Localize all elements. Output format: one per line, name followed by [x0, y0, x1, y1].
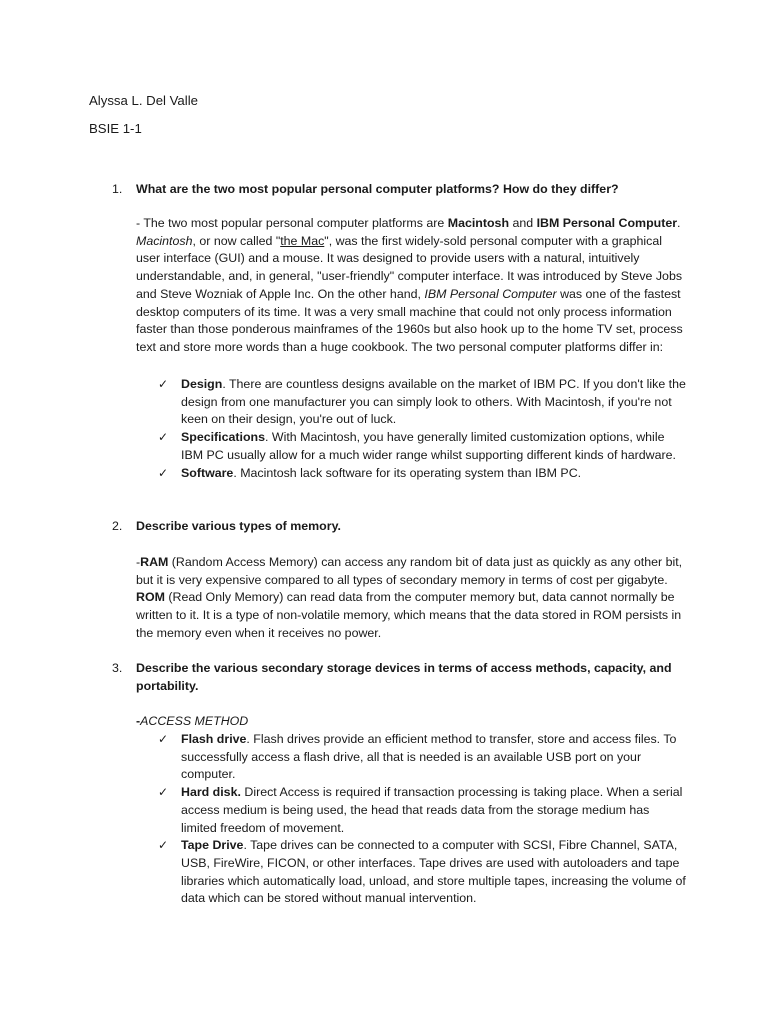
answer-2-paragraph: -RAM (Random Access Memory) can access any random bit of data just as quickly as any other bit, but it is very expensive compared to all types of secondary memory in terms of cost per gigabyte. ROM (Read Only Memory) can read data from the computer memory but, data cannot normally be written to it. It is a type of non-volatile memory, which means that the data stored in ROM persists in the memory even when it receives no power. — [136, 555, 683, 640]
question-3 — [112, 660, 682, 695]
checkmark-icon: ✓ — [158, 377, 169, 391]
question-2 — [112, 518, 682, 536]
question-text: What are the two most popular personal computer platforms? How do they differ? — [136, 182, 619, 196]
term-macintosh: Macintosh — [447, 216, 510, 230]
class-section: BSIE 1-1 — [89, 121, 142, 136]
term-ibm-pc: IBM Personal Computer — [536, 216, 678, 230]
check-item: ✓ Hard disk. Direct Access is required if transaction processing is taking place. When a serial access medium is being used, the head that reads data from the storage medium has limited freedom of movement. — [158, 785, 683, 835]
checkmark-icon: ✓ — [158, 732, 169, 746]
checkmark-icon: ✓ — [158, 430, 169, 445]
question-text: Describe the various secondary storage devices in terms of access methods, capacity, and portability. — [136, 661, 672, 693]
check-item: ✓ Tape Drive. Tape drives can be connected to a computer with SCSI, Fibre Channel, SATA, USB, FireWire, FICON, or other interfaces. Tape drives are used with autoloaders and tape libraries which automatically load, unload, and store multiple tapes, increasing the volume of data which can be stored without manual intervention. — [158, 838, 686, 906]
checkmark-icon: ✓ — [158, 785, 169, 800]
term-ram: RAM — [140, 555, 169, 569]
check-item: ✓ Design. There are countless designs available on the market of IBM PC. If you don't like the design from one manufacturer you can simply look to others. With Macintosh, if you're not keen on their design, you're out of luck. — [158, 377, 686, 427]
term-rom: ROM — [136, 590, 165, 605]
author-name: Alyssa L. Del Valle — [89, 93, 198, 108]
question-number: 2. — [112, 519, 123, 533]
question-number: 3. — [112, 661, 123, 675]
question-1 — [112, 181, 682, 199]
check-item: ✓ Software. Macintosh lack software for its operating system than IBM PC. — [158, 465, 686, 483]
answer-3-checklist — [158, 731, 686, 908]
checkmark-icon: ✓ — [158, 465, 169, 480]
checkmark-icon: ✓ — [158, 838, 169, 853]
access-method-subheading: -ACCESS METHOD — [136, 714, 249, 728]
the-mac-underlined: the Mac — [280, 233, 325, 248]
answer-1-checklist — [158, 376, 686, 482]
question-text: Describe various types of memory. — [136, 519, 341, 533]
question-number: 1. — [112, 182, 123, 196]
check-item: ✓ Specifications. With Macintosh, you have generally limited customization options, while IBM PC usually allow for a much wider range whilst supporting different kinds of hardware. — [158, 430, 676, 462]
answer-1-paragraph: - The two most popular personal computer platforms are Macintosh and IBM Personal Computer. Macintosh, or now called "the Mac", was the first widely-sold personal computer with a graphical user interface (GUI) and a mouse. It was designed to provide users with a natural, intuitively understandable, and, in general, "user-friendly" computer interface. It was introduced by Steve Jobs and Steve Wozniak of Apple Inc. On the other hand, IBM Personal Computer was one of the fastest desktop computers of its time. It was a very small machine that could not only process information faster than those ponderous mainframes of the 1960s but also hook up to the home TV set, process text and store more words than a huge cookbook. The two personal computer platforms differ in: — [136, 216, 683, 354]
check-item: ✓ Flash drive. Flash drives provide an efficient method to transfer, store and access files. To successfully access a flash drive, all that is needed is an available USB port on your computer. — [158, 732, 677, 782]
